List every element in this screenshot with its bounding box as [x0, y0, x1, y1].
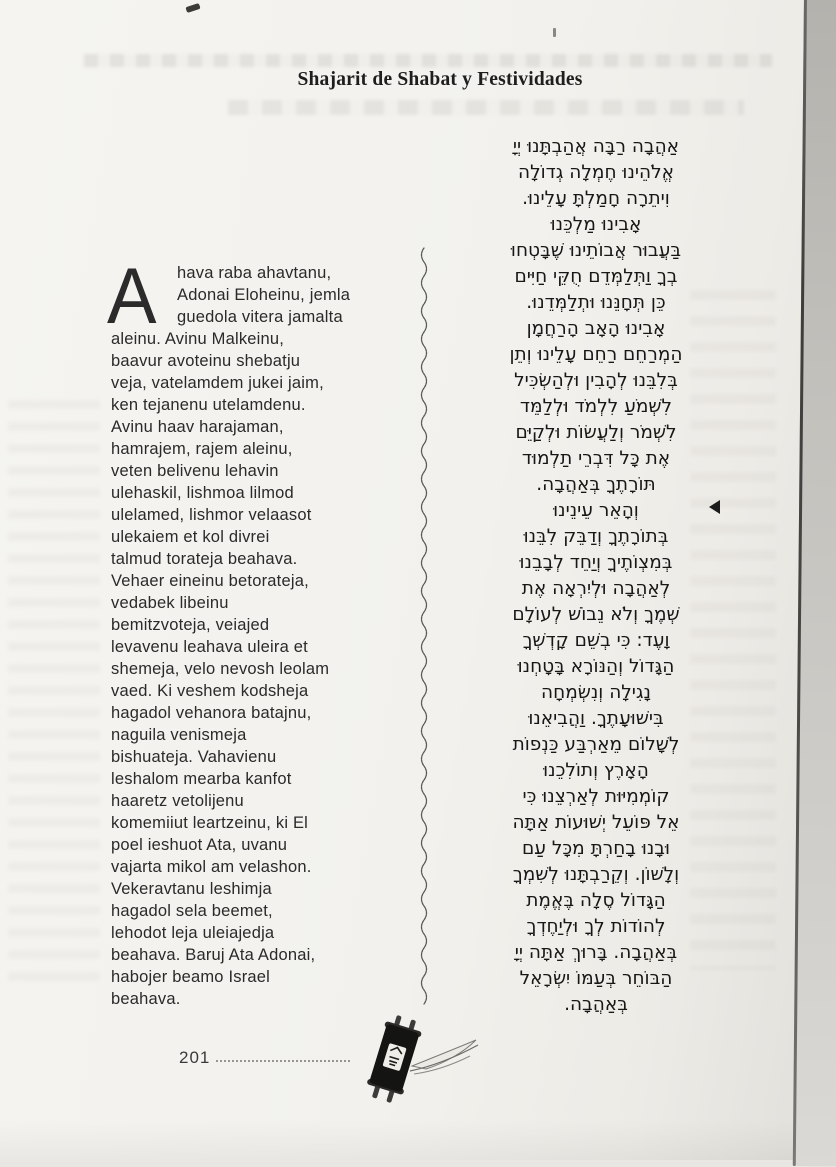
- transliteration-line: veten belivenu lehavin: [111, 462, 279, 480]
- hebrew-line: לִשְׁמֹר וְלַעֲשׂוֹת וּלְקַיֵּם: [515, 422, 677, 443]
- transliteration-line: bemitzvoteja, veiajed: [111, 616, 270, 634]
- transliteration-line: ulehaskil, lishmoa lilmod: [111, 484, 294, 502]
- hebrew-line: לְאַהֲבָה וּלְיִרְאָה אֶת: [521, 578, 671, 599]
- hebrew-line: וְהָאֵר עֵינֵינוּ: [553, 500, 639, 521]
- hebrew-line: הַגָּדוֹל וְהַנּוֹרָא בָּטָחְנוּ: [517, 656, 675, 677]
- hebrew-line: הַבּוֹחֵר בְּעַמּוֹ יִשְׂרָאֵל: [519, 968, 673, 989]
- hebrew-line: אָבִינוּ מַלְכֵּנוּ: [550, 214, 642, 235]
- hebrew-line: לְהוֹדוֹת לְךָ וּלְיַחֶדְךָ: [526, 916, 666, 937]
- hebrew-line: וָעֶד: כִּי בְשֵׁם קָדְשְׁךָ: [522, 630, 670, 651]
- transliteration-line: Vekeravtanu leshimja: [111, 880, 272, 898]
- transliteration-line: vedabek libeinu: [111, 594, 229, 612]
- drop-cap-letter: A: [107, 251, 157, 340]
- hebrew-line: בְּאַהֲבָה. בָּרוּךְ אַתָּה יְיָ: [514, 942, 678, 963]
- hebrew-column: [437, 134, 755, 1018]
- scan-speck: [553, 28, 556, 37]
- transliteration-line: guedola vitera jamalta: [177, 308, 343, 326]
- hebrew-line: אָבִינוּ הָאָב הָרַחֲמָן: [526, 318, 666, 339]
- transliteration-line: shemeja, velo nevosh leolam: [111, 660, 330, 678]
- transliteration-line: hava raba ahavtanu,: [177, 264, 332, 282]
- hebrew-line: אַהֲבָה רַבָּה אֲהַבְתָּנוּ יְיָ: [512, 136, 680, 157]
- transliteration-column: [107, 251, 387, 1010]
- transliteration-line: beahava. Baruj Ata Adonai,: [111, 946, 316, 964]
- hebrew-line: בְּתוֹרָתֶךָ וְדַבֵּק לִבֵּנוּ: [523, 526, 669, 547]
- hebrew-line: בְּמִצְוֹתֶיךָ וְיַחֵד לְבָבֵנוּ: [519, 552, 673, 573]
- transliteration-line: leshalom mearba kanfot: [111, 770, 292, 788]
- hebrew-line: בְּאַהֲבָה.: [564, 994, 628, 1015]
- transliteration-line: ken tejanenu utelamdenu.: [111, 396, 306, 414]
- transliteration-line: hagadol sela beemet,: [111, 902, 273, 920]
- transliteration-line: hamrajem, rajem aleinu,: [111, 440, 293, 458]
- hebrew-line: לְשָׁלוֹם מֵאַרְבַּע כַּנְפוֹת: [512, 734, 680, 755]
- transliteration-line: habojer beamo Israel: [111, 968, 271, 986]
- transliteration-body-lines: [111, 328, 387, 1010]
- transliteration-line: lehodot leja uleiajedja: [111, 924, 275, 942]
- transliteration-line: bishuateja. Vahavienu: [111, 748, 277, 766]
- hebrew-line: הַגָּדוֹל סֶלָה בֶּאֱמֶת: [526, 890, 666, 911]
- transliteration-line: levavenu leahava uleira et: [111, 638, 308, 656]
- transliteration-line: vaed. Ki veshem kodsheja: [111, 682, 309, 700]
- transliteration-line: veja, vatelamdem jukei jaim,: [111, 374, 324, 392]
- hebrew-line: בְּלִבֵּנוּ לְהָבִין וּלְהַשְׂכִּיל: [514, 370, 678, 391]
- hebrew-line: הַמְרַחֵם רַחֵם עָלֵינוּ וְתֵן: [509, 344, 683, 365]
- transliteration-line: haaretz vetolijenu: [111, 792, 244, 810]
- transliteration-line: hagadol vehanora batajnu,: [111, 704, 312, 722]
- hebrew-line: אֱלֹהֵינוּ חֶמְלָה גְדוֹלָה: [518, 162, 674, 183]
- transliteration-line: Adonai Eloheinu, jemla: [177, 286, 351, 304]
- transliteration-line: baavur avoteinu shebatju: [111, 352, 301, 370]
- hebrew-line: אֶת כָּל דִּבְרֵי תַלְמוּד: [521, 448, 671, 469]
- hebrew-line: לִשְׁמֹעַ לִלְמֹד וּלְלַמֵּד: [519, 396, 673, 417]
- footer-dotted-rule: [216, 1060, 350, 1062]
- hebrew-line: בְךָ וַתְּלַמְּדֵם חֻקֵּי חַיִּים: [514, 266, 678, 287]
- hebrew-line: וּבָנוּ בָחַרְתָּ מִכָּל עַם: [521, 838, 671, 859]
- transliteration-intro-lines: [177, 262, 387, 328]
- hebrew-line: נָגִילָה וְנִשְׂמְחָה: [541, 682, 651, 703]
- transliteration-line: Avinu haav harajaman,: [111, 418, 284, 436]
- page-number: 201: [179, 1048, 211, 1067]
- transliteration-line: poel ieshuot Ata, uvanu: [111, 836, 288, 854]
- hebrew-line: וִיתֵרָה חָמַלְתָּ עָלֵינוּ.: [522, 188, 670, 209]
- transliteration-line: Vehaer eineinu betorateja,: [111, 572, 309, 590]
- transliteration-line: ulelamed, lishmor velaasot: [111, 506, 312, 524]
- transliteration-line: komemiiut leartzeinu, ki El: [111, 814, 309, 832]
- hebrew-line: וְלָשׁוֹן. וְקֵרַבְתָּנוּ לְשִׁמְךָ: [512, 864, 680, 885]
- transliteration-line: ulekaiem et kol divrei: [111, 528, 270, 546]
- transliteration-line: aleinu. Avinu Malkeinu,: [111, 330, 285, 348]
- hebrew-line: תּוֹרָתֶךָ בְּאַהֲבָה.: [536, 474, 656, 495]
- hebrew-line: בַּעֲבוּר אֲבוֹתֵינוּ שֶׁבָּטְחוּ: [510, 240, 682, 261]
- hebrew-line: הָאָרֶץ וְתוֹלִכֵנוּ: [543, 760, 649, 781]
- page-title: Shajarit de Shabat y Festividades: [297, 69, 583, 90]
- transliteration-line: vajarta mikol am velashon.: [111, 858, 312, 876]
- hebrew-line: שְׁמֶךָ וְלֹא נֵבוֹשׁ לְעוֹלָם: [512, 604, 680, 625]
- transliteration-line: beahava.: [111, 990, 181, 1008]
- section-marker-triangle-icon: [709, 500, 720, 514]
- hebrew-line: אֵל פּוֹעֵל יְשׁוּעוֹת אַתָּה: [512, 812, 680, 833]
- hebrew-line: קוֹמְמִיּוּת לְאַרְצֵנוּ כִּי: [522, 786, 670, 807]
- transliteration-line: naguila venismeja: [111, 726, 247, 744]
- hebrew-line: כֵּן תְּחָנֵּנוּ וּתְלַמְּדֵנוּ.: [526, 292, 666, 313]
- transliteration-line: talmud torateja beahava.: [111, 550, 298, 568]
- torah-scroll-icon: [348, 1012, 484, 1108]
- hebrew-line: בִּישׁוּעָתֶךָ. וַהֲבִיאֵנוּ: [528, 708, 664, 729]
